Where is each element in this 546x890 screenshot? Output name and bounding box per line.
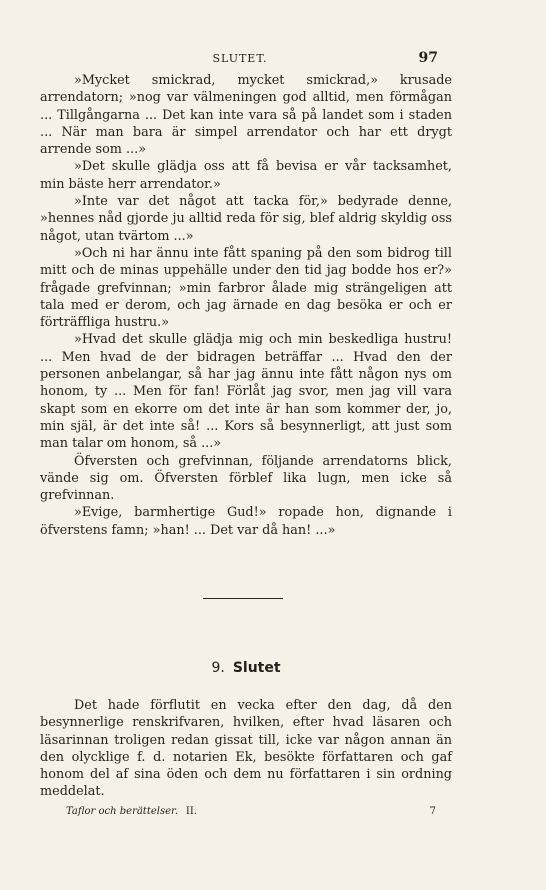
footer-sheet-number: 7 [429,806,436,817]
running-head: SLUTET. [212,52,268,65]
footer-volume: II. [185,806,197,817]
paragraph: »Mycket smickrad, mycket smickrad,» krusade arrendatorn; »nog var välmeningen god alltid, men förmågan ... Tillgångarna ... Det kan inte vara så på landet som i staden ... När man bara är simpel arrendator och har ett drygt arrende som ...» [40,73,452,158]
page-footer [66,806,436,817]
paragraph: »Inte var det något att tacka för,» bedyrade denne, »hennes nåd gjorde ju alltid reda för sig, blef aldrig skyldig oss något, utan tvärtom ...» [40,194,452,244]
section-divider [203,598,283,599]
paragraph: »Evige, barmhertige Gud!» ropade hon, dignande i öfverstens famn; »han! ... Det var då han! ...» [40,505,452,538]
paragraph: »Det skulle glädja oss att få bevisa er vår tacksamhet, min bäste herr arrendator.» [40,159,452,192]
paragraph: Öfversten och grefvinnan, följande arrendatorns blick, vände sig om. Öfversten förblef lika lugn, men icke så grefvinnan. [40,453,452,504]
footer-signature: Taflor och berättelser. [66,806,178,817]
section-number: 9. [211,660,225,676]
section-text [40,697,452,801]
section-heading [40,660,452,676]
paragraph: Det hade förflutit en vecka efter den dag, då den besynnerlige renskrifvaren, hvilken, efter hvad läsaren och läsarinnan troligen redan gissat till, icke var någon annan än den olycklige f. d. notarien Ek, besökte författaren och gaf honom del af sina öden och dem nu författaren i sin ordning meddelat. [40,698,452,800]
section-title: Slutet [232,660,281,676]
paragraph: »Och ni har ännu inte fått spaning på den som bidrog till mitt och de minas uppehälle under den tid jag bodde hos er?» frågade grefvinnan; »min farbror ålade mig strängeligen att tala med er derom, och jag ärnade en dag besöka er och er förträffliga hustru.» [40,245,452,331]
page-number: 97 [418,50,438,66]
paragraph: »Hvad det skulle glädja mig och min beskedliga hustru! ... Men hvad de der bidragen beträffar ... Hvad den der personen anbelangar, så har jag ännu inte fått någon nys om honom, ty ... Men för fan! Förlåt jag svor, men jag vill vara skapt som en ekorre om det inte är han som kommer der, jo, min själ, är det inte så! ... Kors så besynnerligt, att just som man talar om honom, så ...» [40,332,452,452]
dialogue-text [40,72,452,539]
